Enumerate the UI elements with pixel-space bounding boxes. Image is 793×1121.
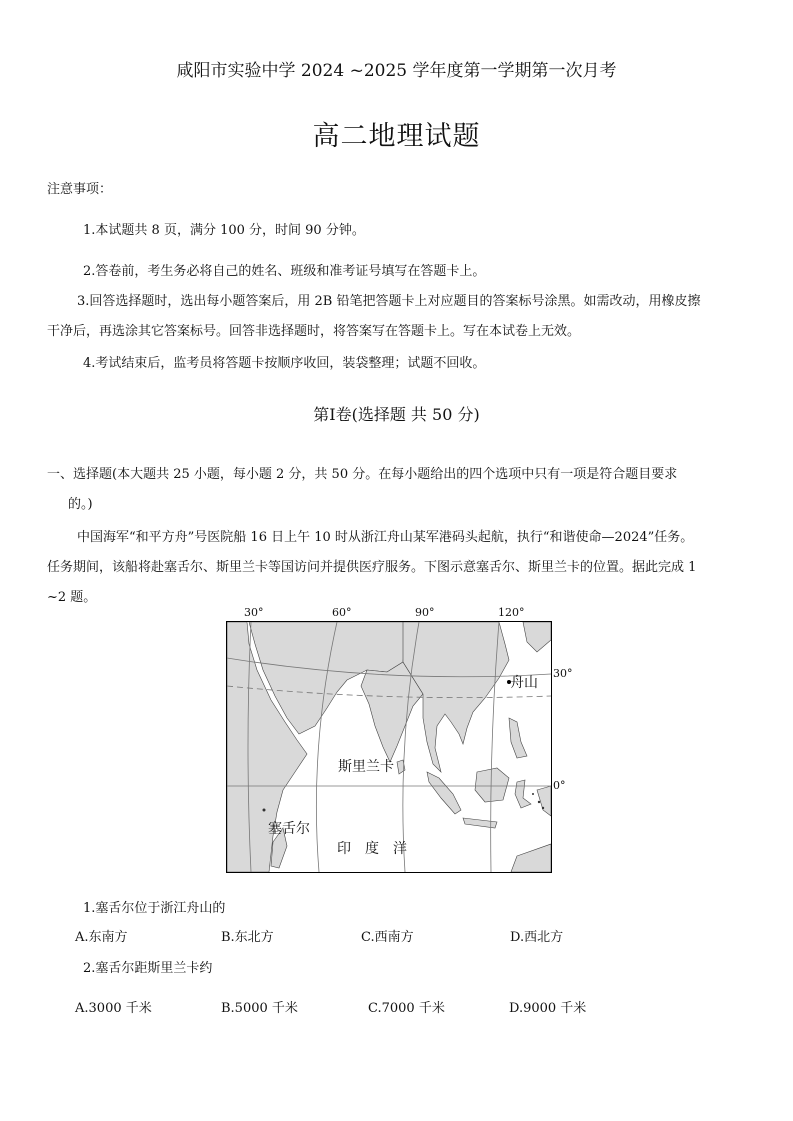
notice-heading: 注意事项： — [47, 182, 113, 197]
section-instruction-cont: 的。) — [68, 497, 93, 512]
map-label-sri-lanka: 斯里兰卡 — [338, 759, 394, 775]
latitude-label-0: 0° — [553, 779, 566, 792]
question-2-option-b: B.5000 千米 — [221, 1001, 298, 1016]
longitude-label-90: 90° — [415, 606, 435, 619]
school-exam-line: 咸阳市实验中学 2024 ~2025 学年度第一学期第一次月考 — [176, 61, 617, 81]
land-java — [463, 818, 497, 828]
land-sumatra — [427, 772, 461, 814]
question-2-option-a: A.3000 千米 — [75, 1001, 152, 1016]
question-2-stem: 2.塞舌尔距斯里兰卡约 — [83, 961, 213, 976]
section-instruction: 一、选择题(本大题共 25 小题，每小题 2 分，共 50 分。在每小题给出的四个选项中只有一项是符合题目要求 — [47, 467, 678, 482]
question-1-option-b: B.东北方 — [221, 930, 274, 945]
island-dot — [532, 793, 534, 795]
passage-line-3: ~2 题。 — [47, 590, 97, 605]
question-1-stem: 1.塞舌尔位于浙江舟山的 — [83, 901, 226, 916]
island-dot — [538, 801, 540, 803]
map-label-seychelles: 塞舌尔 — [268, 821, 310, 837]
notice-item-3-cont: 干净后，再选涂其它答案标号。回答非选择题时，将答案写在答题卡上。写在本试卷上无效。 — [47, 324, 581, 339]
land-borneo — [475, 768, 509, 802]
longitude-label-120: 120° — [498, 606, 525, 619]
island-seychelles — [263, 809, 266, 812]
land-japan — [523, 622, 551, 652]
land-sulawesi — [515, 780, 531, 808]
passage-line-1: 中国海军“和平方舟”号医院船 16 日上午 10 时从浙江舟山某军港码头起航，执行“和谐使命—2024”任务。 — [77, 530, 694, 545]
latitude-label-30: 30° — [553, 667, 573, 680]
land-philippines — [509, 718, 527, 758]
longitude-label-30: 30° — [244, 606, 264, 619]
question-1-option-d: D.西北方 — [510, 930, 564, 945]
map-label-indian-ocean: 印 度 洋 — [337, 841, 407, 857]
map-label-zhoushan: 舟山 — [510, 675, 538, 691]
land-australia — [511, 844, 551, 872]
notice-item-1: 1.本试题共 8 页，满分 100 分，时间 90 分钟。 — [83, 223, 365, 238]
notice-item-3: 3.回答选择题时，选出每小题答案后，用 2B 铅笔把答题卡上对应题目的答案标号涂黑。如需改动，用橡皮擦 — [77, 294, 701, 309]
island-dot — [542, 807, 544, 809]
page-title: 高二地理试题 — [312, 121, 481, 152]
notice-item-4: 4.考试结束后，监考员将答题卡按顺序收回，装袋整理；试题不回收。 — [83, 356, 486, 371]
longitude-label-60: 60° — [332, 606, 352, 619]
section-title: 第Ⅰ卷(选择题 共 50 分) — [313, 405, 480, 424]
notice-item-2: 2.答卷前，考生务必将自己的姓名、班级和准考证号填写在答题卡上。 — [83, 264, 486, 279]
question-1-option-c: C.西南方 — [361, 930, 414, 945]
question-1-option-a: A.东南方 — [75, 930, 128, 945]
question-2-option-d: D.9000 千米 — [509, 1001, 587, 1016]
passage-line-2: 任务期间，该船将赴塞舌尔、斯里兰卡等国访问并提供医疗服务。下图示意塞舌尔、斯里兰卡的位置。据此完成 1 — [47, 560, 697, 575]
question-2-option-c: C.7000 千米 — [368, 1001, 445, 1016]
